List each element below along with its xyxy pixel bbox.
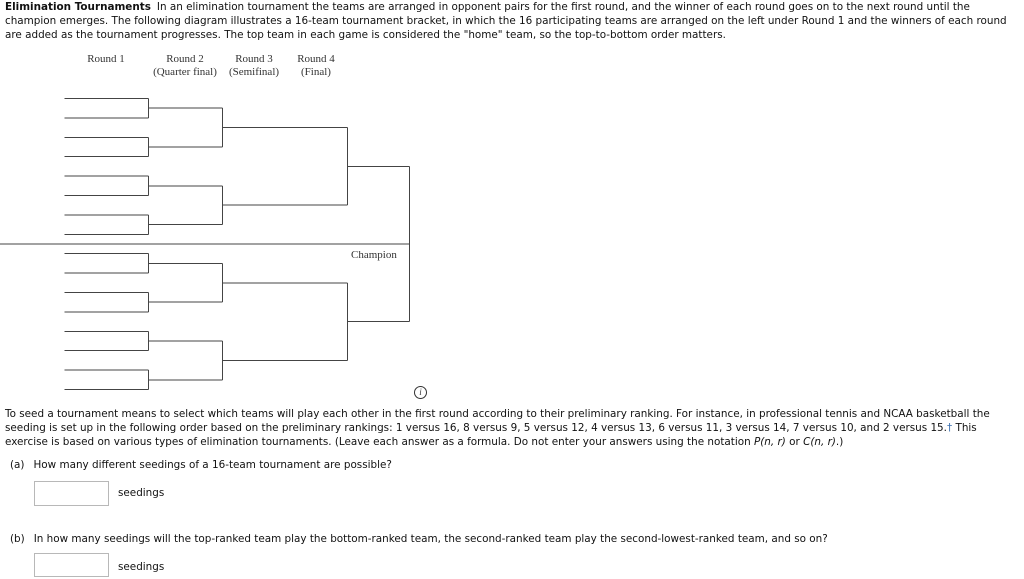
- question-b-letter: (b): [10, 533, 25, 545]
- question-b: [10, 533, 828, 545]
- seeding-text-or: or: [785, 436, 804, 449]
- question-b-text: In how many seedings will the top-ranked team play the bottom-ranked team, the second-ranked team play the second-lowest-ranked team, and so on?: [33, 533, 828, 545]
- intro-title: Elimination Tournaments: [5, 1, 151, 13]
- answer-a-unit: seedings: [118, 487, 165, 499]
- round-4-name: Round 4: [297, 53, 335, 65]
- footnote-dagger-link[interactable]: †: [946, 422, 953, 435]
- champion-label: Champion: [351, 249, 397, 261]
- seeding-text-2: This exercise is based on various types of elimination tournaments. (Leave each answer as a formula. Do not enter your answers using the notation: [5, 422, 977, 449]
- answer-b-unit: seedings: [118, 561, 165, 573]
- round-3-sub: (Semifinal): [228, 66, 280, 78]
- intro-text: In an elimination tournament the teams are arranged in opponent pairs for the first round, and the winner of each round goes on to the next round until the champion emerges. The following diagram illustrates a 16-team tournament bracket, in which the 16 participating teams are arranged on the left under Round 1 and the winners of each round are added as the tournament progresses. The top team in each game is considered the "home" team, so the top-to-bottom order matters.: [5, 1, 1007, 42]
- question-a-letter: (a): [10, 459, 25, 471]
- round-2-name: Round 2: [166, 53, 204, 65]
- answer-a-input[interactable]: [34, 481, 109, 506]
- round-4-sub: (Final): [301, 66, 331, 78]
- notation-p: P(n, r): [753, 436, 786, 449]
- notation-c: C(n, r): [803, 436, 836, 449]
- info-icon[interactable]: i: [414, 386, 427, 399]
- seeding-text-end: .): [835, 436, 844, 449]
- seeding-text-1: To seed a tournament means to select which teams will play each other in the first round according to their preliminary ranking. For instance, in professional tennis and NCAA basketball the seeding is set up in the following order based on the preliminary rankings: 1 versus 16, 8 versus 9, 5 versus 12, 4 versus 13, 6 versus 11, 3 versus 14, 7 versus 10, and 2 versus 15.: [5, 408, 990, 435]
- seeding-paragraph: [5, 407, 1017, 450]
- question-a-text: How many different seedings of a 16-team tournament are possible?: [33, 459, 392, 471]
- round-1-name: Round 1: [87, 53, 125, 65]
- round-3-name: Round 3: [235, 53, 273, 65]
- question-a: [10, 459, 392, 471]
- round-2-sub: (Quarter final): [153, 66, 217, 78]
- answer-b-input[interactable]: [34, 553, 109, 577]
